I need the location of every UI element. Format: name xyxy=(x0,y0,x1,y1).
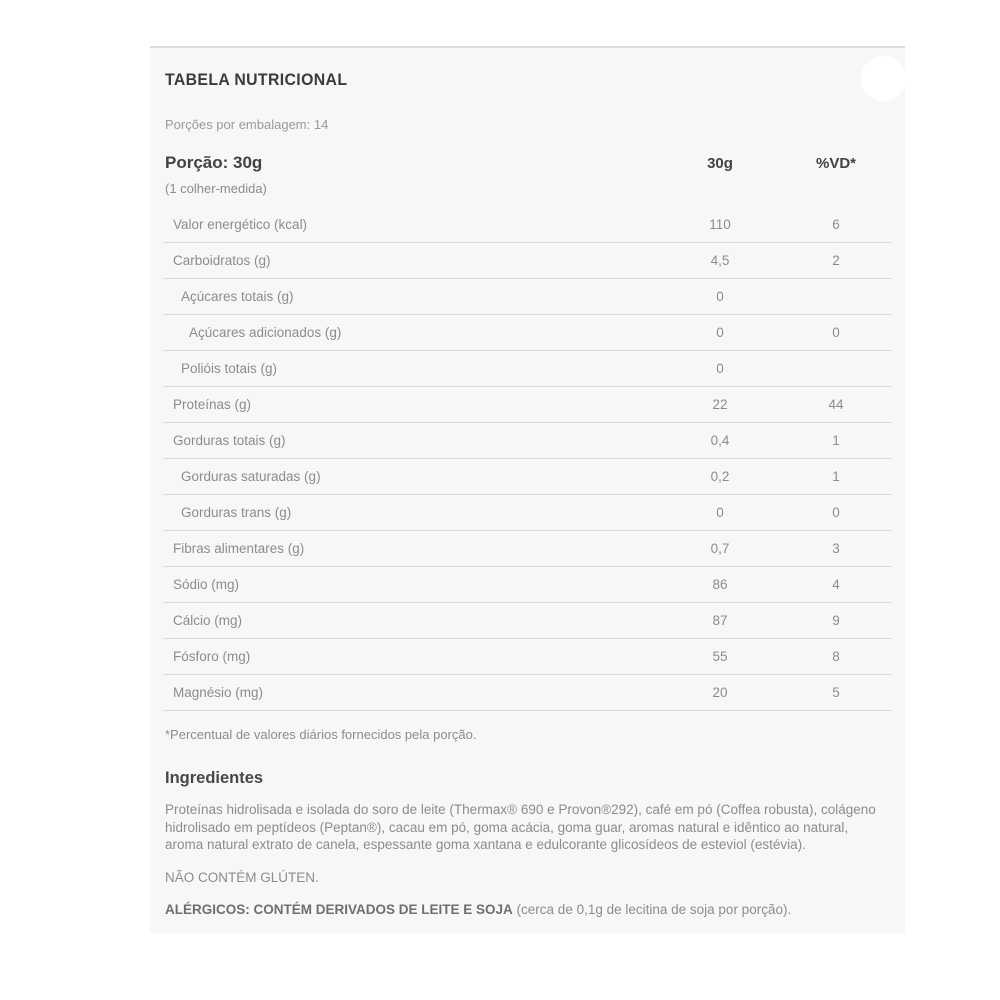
column-header-amount: 30g xyxy=(707,155,733,172)
nutrient-label: Açúcares adicionados (g) xyxy=(189,325,342,340)
nutrient-label: Cálcio (mg) xyxy=(173,613,243,628)
ingredients-text: Proteínas hidrolisada e isolada do soro de leite (Thermax® 690 e Provon®292), café em pó (Coffea robusta), colágeno hidrolisado em peptídeos (Peptan®), cacau em pó, goma acácia, goma guar, aromas natural e idêntico ao natural, aroma natural extrato de canela, espessante goma xantana e edulcorante glicosídeos de esteviol (estévia). xyxy=(165,802,876,852)
nutrient-label: Gorduras saturadas (g) xyxy=(181,469,321,484)
nutrient-dv: 8 xyxy=(832,649,840,664)
nutrient-amount: 20 xyxy=(712,685,728,700)
nutrient-dv: 1 xyxy=(832,433,840,448)
portion-subtitle: (1 colher-medida) xyxy=(165,181,267,196)
nutrient-label: Fósforo (mg) xyxy=(173,649,251,664)
nutrient-dv: 6 xyxy=(832,217,840,232)
table-row xyxy=(163,675,892,711)
nutrient-dv: 4 xyxy=(832,577,840,592)
table-row xyxy=(163,351,892,387)
nutrient-amount: 0 xyxy=(716,325,724,340)
nutrition-table xyxy=(163,207,892,711)
nutrient-amount: 0,4 xyxy=(710,433,730,448)
nutrient-label: Magnésio (mg) xyxy=(173,685,264,700)
nutrient-dv: 2 xyxy=(832,253,840,268)
nutrient-amount: 55 xyxy=(712,649,728,664)
nutrient-dv: 5 xyxy=(832,685,840,700)
nutrient-label: Gorduras trans (g) xyxy=(181,505,292,520)
table-row xyxy=(163,459,892,495)
nutrition-card xyxy=(150,46,905,933)
daily-value-footnote: *Percentual de valores diários fornecidos pela porção. xyxy=(165,727,477,742)
nutrient-label: Sódio (mg) xyxy=(173,577,240,592)
nutrient-dv: 9 xyxy=(832,613,840,628)
nutrient-dv: 0 xyxy=(832,325,840,340)
table-row xyxy=(163,315,892,351)
nutrient-label: Valor energético (kcal) xyxy=(173,217,308,232)
nutrient-label: Polióis totais (g) xyxy=(181,361,278,376)
table-row xyxy=(163,387,892,423)
allergens-regular-text: (cerca de 0,1g de lecitina de soja por porção). xyxy=(512,901,792,917)
portion-title: Porção: 30g xyxy=(165,153,263,172)
table-row xyxy=(163,495,892,531)
nutrient-dv: 0 xyxy=(832,505,840,520)
nutrient-amount: 0,2 xyxy=(710,469,730,484)
nutrient-label: Carboidratos (g) xyxy=(173,253,271,268)
table-row xyxy=(163,639,892,675)
page-title: TABELA NUTRICIONAL xyxy=(165,70,348,89)
allergens-bold-text: ALÉRGICOS: CONTÉM DERIVADOS DE LEITE E SOJA xyxy=(165,901,513,917)
nutrient-amount: 4,5 xyxy=(710,253,730,268)
nutrient-amount: 0 xyxy=(716,361,724,376)
column-header-dv: %VD* xyxy=(815,155,856,172)
nutrient-amount: 86 xyxy=(712,577,728,592)
nutrient-dv: 3 xyxy=(832,541,840,556)
white-circle-badge xyxy=(861,56,906,101)
table-row xyxy=(163,243,892,279)
table-row xyxy=(163,207,892,243)
table-header xyxy=(163,153,892,196)
table-row xyxy=(163,567,892,603)
allergens-note xyxy=(165,902,892,917)
nutrient-amount: 22 xyxy=(712,397,728,412)
nutrient-amount: 0 xyxy=(716,289,724,304)
table-row xyxy=(163,603,892,639)
table-row xyxy=(163,279,892,315)
table-row xyxy=(163,531,892,567)
gluten-free-note: NÃO CONTÉM GLÚTEN. xyxy=(165,869,319,885)
nutrient-label: Açúcares totais (g) xyxy=(181,289,294,304)
nutrient-amount: 0 xyxy=(716,505,724,520)
nutrient-label: Gorduras totais (g) xyxy=(173,433,286,448)
nutrient-dv: 1 xyxy=(832,469,840,484)
nutrient-amount: 110 xyxy=(709,217,731,232)
ingredients-title: Ingredientes xyxy=(165,769,264,787)
table-row xyxy=(163,423,892,459)
nutrient-label: Fibras alimentares (g) xyxy=(173,541,305,556)
nutrient-dv: 44 xyxy=(828,397,844,412)
nutrient-amount: 87 xyxy=(712,613,728,628)
nutrient-amount: 0,7 xyxy=(710,541,730,556)
nutrient-label: Proteínas (g) xyxy=(173,397,252,412)
servings-per-package: Porções por embalagem: 14 xyxy=(165,117,329,132)
